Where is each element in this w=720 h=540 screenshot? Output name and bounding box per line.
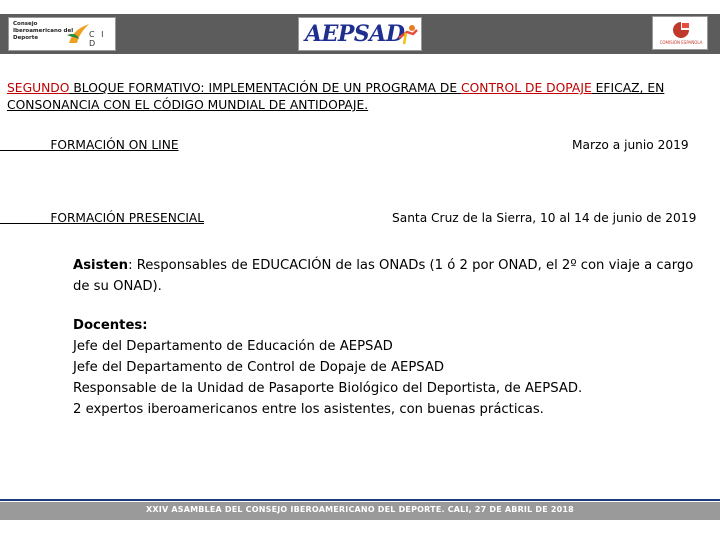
formacion-presencial-date: Santa Cruz de la Sierra, 10 al 14 de junio de 2019 <box>392 211 697 225</box>
docente-item: Jefe del Departamento de Control de Dopaje de AEPSAD <box>73 360 445 375</box>
docentes-label: Docentes: <box>73 318 148 333</box>
footer-text: XXIV ASAMBLEA DEL CONSEJO IBEROAMERICANO DEL DEPORTE. CALI, 27 DE ABRIL DE 2018 <box>146 505 574 514</box>
formacion-online-date: Marzo a junio 2019 <box>572 138 689 152</box>
ce-logo <box>652 16 708 50</box>
cid-logo-line: Iberoamericano del <box>13 28 74 34</box>
cid-logo-line: Deporte <box>13 35 39 41</box>
footer-line <box>0 499 720 501</box>
cid-logo-line: Consejo <box>13 21 38 27</box>
aepsad-runner-icon <box>397 24 419 46</box>
asisten-label: Asisten <box>73 258 129 273</box>
title-control-dopaje: CONTROL DE DOPAJE <box>461 81 592 95</box>
aepsad-logo-text: AEPSAD <box>305 21 405 47</box>
cid-logo <box>8 17 116 51</box>
ce-logo-text: COMISIÓN ESPAÑOLA <box>659 40 703 45</box>
formacion-presencial-label: FORMACIÓN PRESENCIAL <box>0 211 205 225</box>
title-segundo: SEGUNDO <box>7 81 70 95</box>
asisten-paragraph <box>73 255 713 297</box>
title-part: BLOQUE FORMATIVO: IMPLEMENTACIÓN DE UN PROGRAMA DE <box>69 81 462 95</box>
docentes-block <box>73 315 713 420</box>
cid-swoosh-icon <box>65 21 91 47</box>
ce-logo-icon <box>670 20 692 40</box>
formacion-online-label: FORMACIÓN ON LINE <box>0 138 179 152</box>
docente-item: 2 expertos iberoamericanos entre los asistentes, con buenas prácticas. <box>73 402 544 417</box>
section-title <box>7 80 713 114</box>
asisten-text: : Responsables de EDUCACIÓN de las ONADs (1 ó 2 por ONAD, el 2º con viaje a cargo de su ONAD). <box>73 258 694 294</box>
cid-letters: C I D <box>89 30 106 48</box>
aepsad-logo <box>298 17 422 51</box>
docente-item: Responsable de la Unidad de Pasaporte Biológico del Deportista, de AEPSAD. <box>73 381 583 396</box>
title-part-end: EFICAZ, EN CONSONANCIA CON EL CÓDIGO MUNDIAL DE ANTIDOPAJE. <box>7 81 665 112</box>
docente-item: Jefe del Departamento de Educación de AEPSAD <box>73 339 393 354</box>
